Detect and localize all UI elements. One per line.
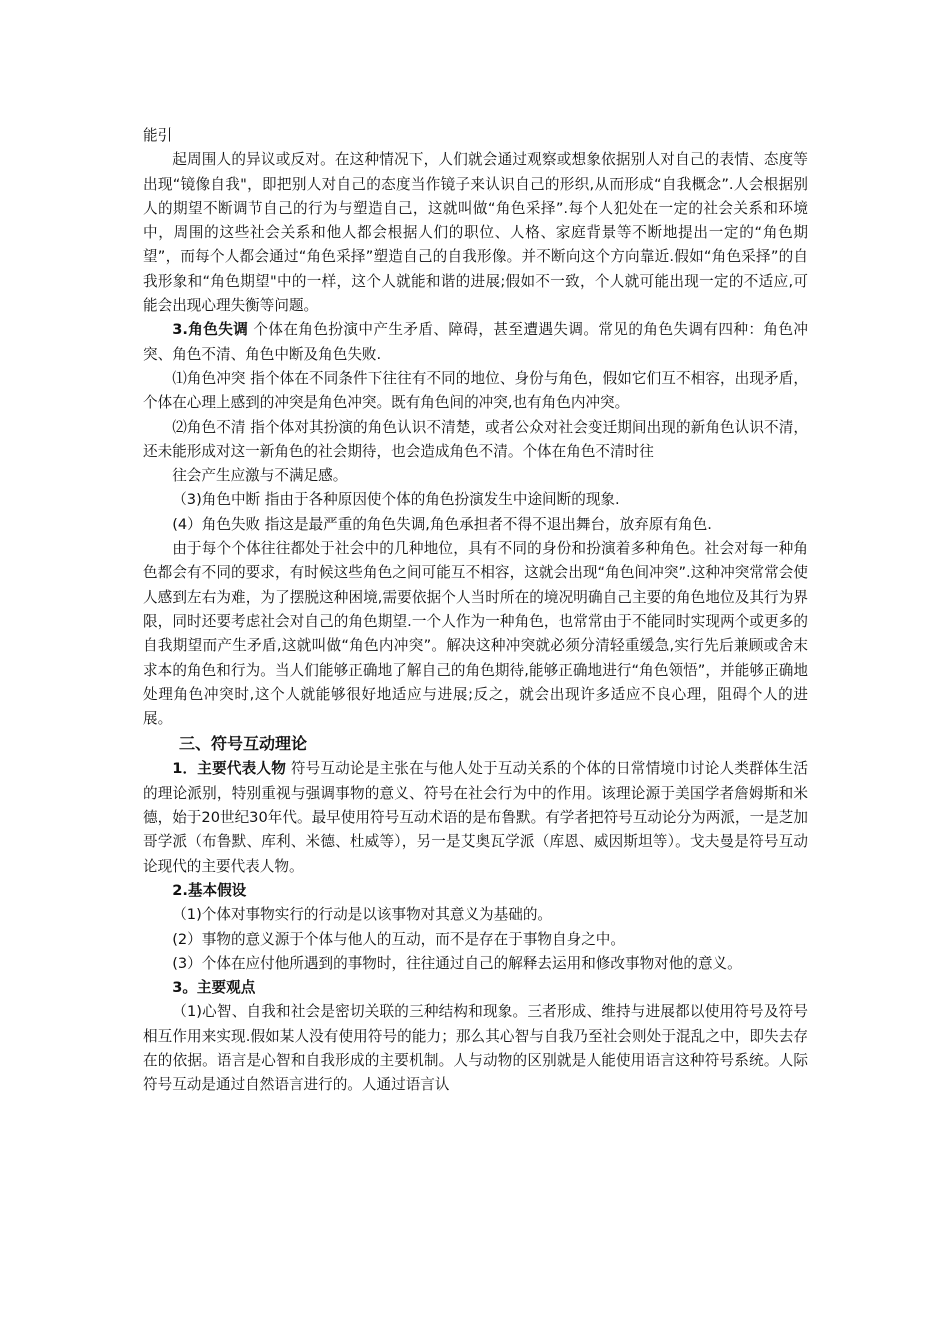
paragraph: 往会产生应激与不满足感。 [172, 467, 348, 485]
paragraph: 由于每个个体往往都处于社会中的几种地位，具有不同的身份和扮演着多种角色。社会对每一种角色都会有不同的要求，有时候这些角色之间可能互不相容，这就会出现“角色间冲突”.这种冲突常常会使人感到左右为难，为了摆脱这种困境,需要依据个人当时所在的境况明确自己主要的角色地位及其行为界限，同时还要考虑社会对自己的角色期望.一个人作为一种角色，也常常由于不能同时实现两个或更多的自我期望而产生矛盾,这就叫做“角色内冲突”。解决这种冲突就必须分清轻重缓急,实行先后兼顾或舍末求本的角色和行为。当人们能够正确地了解自己的角色期待,能够正确地进行“角色领悟”，并能够正确地处理角色冲突时,这个人就能够很好地适应与进展;反之，就会出现许多适应不良心理，阻碍个人的进展。 [143, 540, 808, 728]
paragraph: （3)角色中断 指由于各种原因使个体的角色扮演发生中途间断的现象. [172, 491, 620, 509]
paragraph: 起周围人的异议或反对。在这种情况下，人们就会通过观察或想象依据别人对自己的表情、态度等出现“镜像自我"，即把别人对自己的态度当作镜子来认识自己的形织,从而形成“自我概念”.人会根据别人的期望不断调节自己的行为与塑造自己，这就叫做“角色采择”.每个人犯处在一定的社会关系和环境中，周围的这些社会关系和他人都会根据人们的职位、人格、家庭背景等不断地提出一定的“角色期望”，而每个人都会通过“角色采择”塑造自己的自我形像。并不断向这个方向靠近.假如“角色采择”的自我形象和“角色期望"中的一样，这个人就能和谐的进展;假如不一致，个人就可能出现一定的不适应,可能会出现心理失衡等问题。 [143, 151, 808, 315]
paragraph [143, 976, 808, 1000]
paragraph: 能引 [143, 127, 173, 144]
paragraph: (4）角色失败 指这是最严重的角色失调,角色承担者不得不退出舞台，放弃原有角色. [172, 515, 712, 533]
paragraph: ⑴角色冲突 指个体在不同条件下往往有不同的地位、身份与角色，假如它们互不相容，出现矛盾，个体在心理上感到的冲突是角色冲突。既有角色间的冲突,也有角色内冲突。 [143, 369, 808, 412]
paragraph: （1)心智、自我和社会是密切关联的三种结构和现象。三者形成、维持与进展都以使用符号及符号相互作用来实现.假如某人没有使用符号的能力；那么其心智与自我乃至社会则处于混乱之中，即失去存在的依据。语言是心智和自我形成的主要机制。人与动物的区别就是人能使用语言这种符号系统。人际符号互动是通过自然语言进行的。人通过语言认 [143, 1003, 808, 1094]
paragraph: ⑵角色不清 指个体对其扮演的角色认识不清楚，或者公众对社会变迁期间出现的新角色认识不清，还未能形成对这一新角色的社会期待，也会造成角色不清。个体在角色不清时往 [143, 418, 808, 460]
paragraph [143, 757, 808, 878]
section-label: 2.基本假设 [172, 881, 247, 899]
paragraph-text: 个体在角色扮演中产生矛盾、障碍，甚至遭遇失调。常见的角色失调有四种：角色冲突、角色不清、角色中断及角色失败. [143, 321, 808, 363]
paragraph [143, 318, 808, 367]
paragraph: （1)个体对事物实行的行动是以该事物对其意义为基础的。 [172, 906, 553, 924]
section-heading: 三、符号互动理论 [179, 734, 308, 754]
section-label: 3。主要观点 [172, 979, 256, 997]
section-label: 1．主要代表人物 [172, 760, 286, 778]
document-page [143, 124, 808, 1098]
paragraph [143, 879, 808, 903]
paragraph: (3）个体在应付他所遇到的事物时，往往通过自己的解释去运用和修改事物对他的意义。 [172, 954, 742, 972]
paragraph: (2）事物的意义源于个体与他人的互动，而不是存在于事物自身之中。 [172, 930, 625, 948]
paragraph-text: 符号互动论是主张在与他人处于互动关系的个体的日常情境巾讨论人类群体生活的理论派别，特别重视与强调事物的意义、符号在社会行为中的作用。该理论源于美国学者詹姆斯和米德，始于20世纪30年代。最早使用符号互动术语的是布鲁默。有学者把符号互动论分为两派，一是芝加哥学派（布鲁默、库利、米德、杜威等），另一是艾奥瓦学派（库恩、威因斯坦等）。戈夫曼是符号互动论现代的主要代表人物。 [143, 760, 808, 875]
section-label: 3.角色失调 [172, 321, 249, 339]
